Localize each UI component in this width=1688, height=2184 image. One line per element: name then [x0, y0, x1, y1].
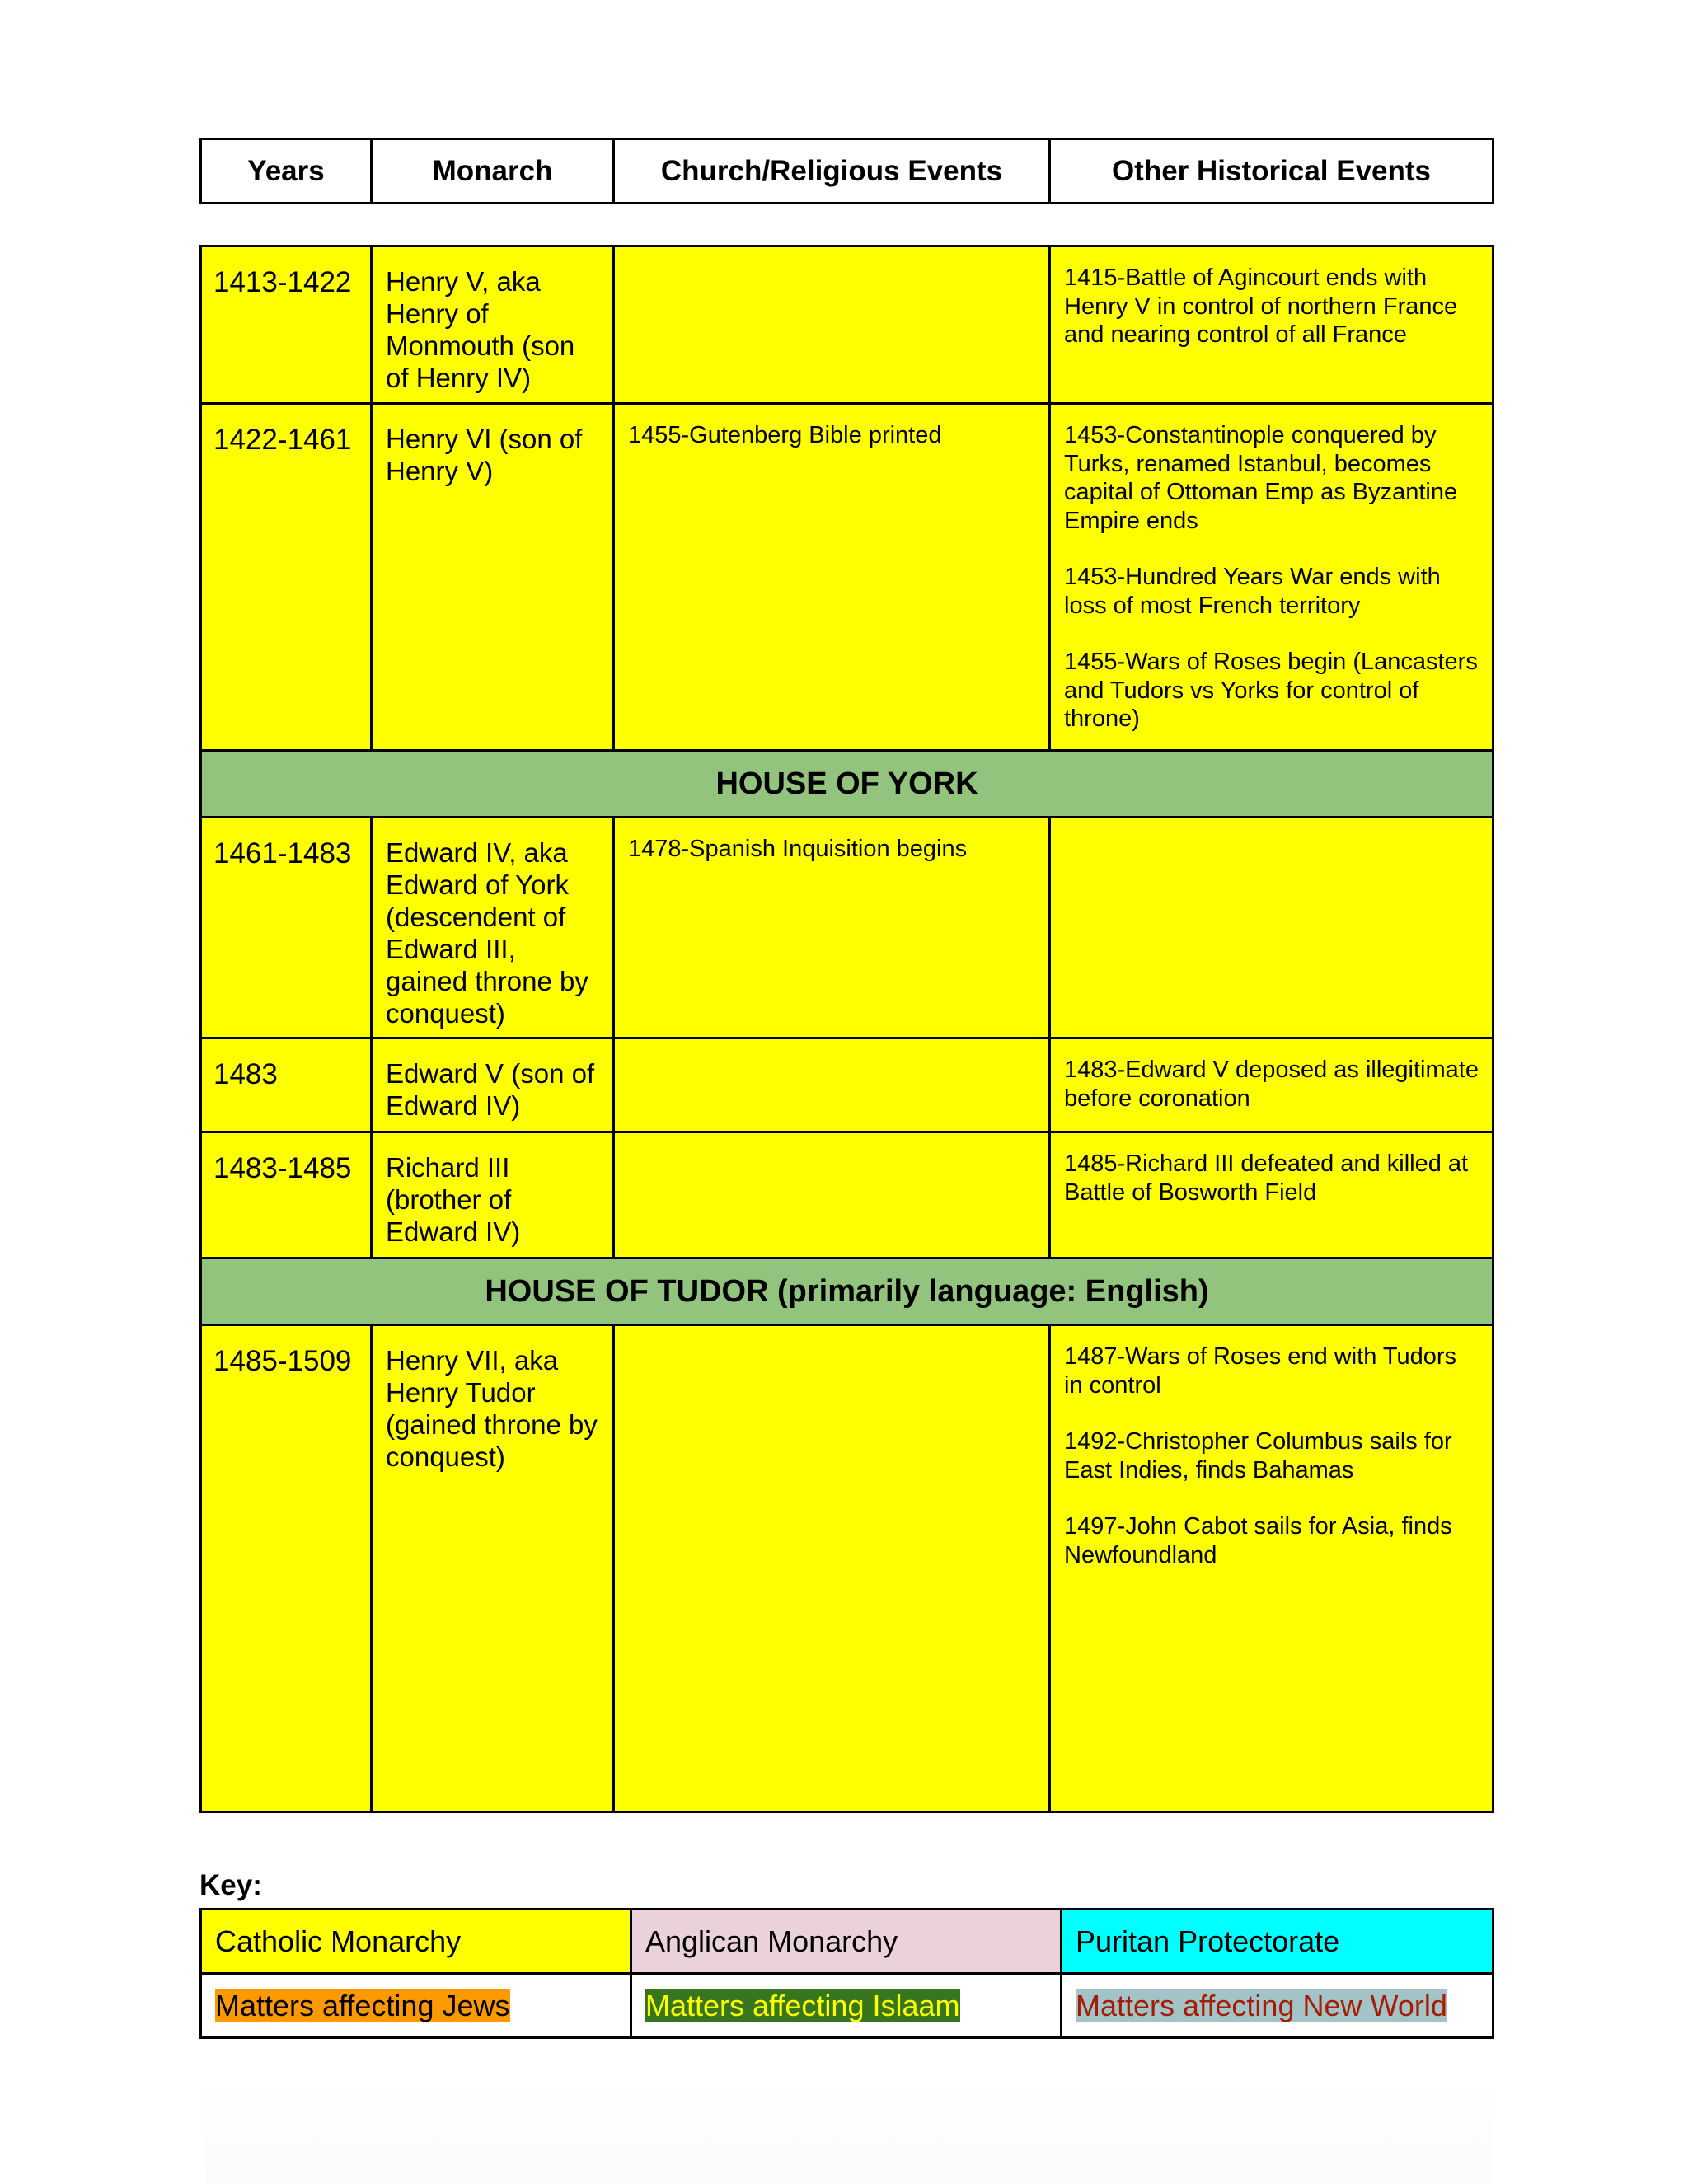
table-row — [201, 1038, 1493, 1132]
key-puritan-protectorate: Puritan Protectorate — [1062, 1910, 1493, 1974]
table-row — [201, 1132, 1493, 1258]
years-cell: 1485-1509 — [201, 1325, 372, 1812]
event-entry: 1497-John Cabot sails for Asia, finds Newfoundland — [1064, 1513, 1452, 1568]
monarch-cell: Edward IV, aka Edward of York (descendent of Edward III, gained throne by conquest) — [372, 818, 614, 1038]
monarch-cell: Henry VI (son of Henry V) — [372, 404, 614, 751]
column-header-table — [199, 138, 1494, 204]
monarch-cell: Edward V (son of Edward IV) — [372, 1038, 614, 1132]
table-row — [201, 246, 1493, 404]
house-row — [201, 1258, 1493, 1325]
event-entry: 1487-Wars of Roses end with Tudors in control — [1064, 1343, 1457, 1399]
other-events-cell — [1050, 1132, 1493, 1258]
monarch-cell: Henry V, aka Henry of Monmouth (son of Henry IV) — [372, 246, 614, 404]
years-cell: 1422-1461 — [201, 404, 372, 751]
header-other-events: Other Historical Events — [1050, 139, 1493, 204]
event-entry: 1485-Richard III defeated and killed at Battle of Bosworth Field — [1064, 1151, 1469, 1206]
church-events-cell — [614, 246, 1050, 404]
header-row — [201, 139, 1493, 204]
other-events-cell — [1050, 818, 1493, 1038]
event-entry: 1492-Christopher Columbus sails for East Indies, finds Bahamas — [1064, 1428, 1452, 1483]
timeline-table — [199, 245, 1494, 1813]
key-matters-islaam: Matters affecting Islaam — [645, 1988, 960, 2022]
header-years: Years — [201, 139, 372, 204]
key-anglican-monarchy: Anglican Monarchy — [631, 1910, 1062, 1974]
key-matters-new-world: Matters affecting New World — [1076, 1988, 1447, 2022]
other-events-cell — [1050, 404, 1493, 751]
event-entry: 1455-Wars of Roses begin (Lancasters and Tudors vs Yorks for control of throne) — [1064, 649, 1478, 732]
header-church-events: Church/Religious Events — [614, 139, 1050, 204]
key-legend-table — [199, 1908, 1494, 2039]
house-of-tudor-heading: HOUSE OF TUDOR (primarily language: English) — [201, 1258, 1493, 1325]
house-of-york-heading: HOUSE OF YORK — [201, 751, 1493, 818]
event-entry: 1483-Edward V deposed as illegitimate before coronation — [1064, 1057, 1479, 1112]
monarch-cell: Henry VII, aka Henry Tudor (gained throne by conquest) — [372, 1325, 614, 1812]
church-events-cell: 1478-Spanish Inquisition begins — [614, 818, 1050, 1038]
event-entry: 1453-Hundred Years War ends with loss of most French territory — [1064, 564, 1441, 619]
header-monarch: Monarch — [372, 139, 614, 204]
key-row — [201, 1974, 1493, 2038]
key-heading: Key: — [199, 1869, 262, 1901]
event-entry: 1415-Battle of Agincourt ends with Henry V in control of northern France and nearing control of all France — [1064, 265, 1458, 348]
church-events-cell — [614, 1132, 1050, 1258]
years-cell: 1483 — [201, 1038, 372, 1132]
key-catholic-monarchy: Catholic Monarchy — [201, 1910, 631, 1974]
years-cell: 1461-1483 — [201, 818, 372, 1038]
table-row — [201, 404, 1493, 751]
years-cell: 1413-1422 — [201, 246, 372, 404]
key-matters-jews: Matters affecting Jews — [215, 1988, 510, 2022]
page-footer-shade — [206, 2077, 1492, 2184]
church-events-cell: 1455-Gutenberg Bible printed — [614, 404, 1050, 751]
years-cell: 1483-1485 — [201, 1132, 372, 1258]
church-events-cell — [614, 1325, 1050, 1812]
table-row — [201, 1325, 1493, 1812]
house-row — [201, 751, 1493, 818]
event-entry: 1453-Constantinople conquered by Turks, renamed Istanbul, becomes capital of Ottoman Emp as Byzantine Empire ends — [1064, 422, 1458, 534]
church-events-cell — [614, 1038, 1050, 1132]
key-islaam-cell — [631, 1974, 1062, 2038]
other-events-cell — [1050, 246, 1493, 404]
monarch-cell: Richard III (brother of Edward IV) — [372, 1132, 614, 1258]
key-new-world-cell — [1062, 1974, 1493, 2038]
key-jews-cell — [201, 1974, 631, 2038]
table-row — [201, 818, 1493, 1038]
key-row — [201, 1910, 1493, 1974]
other-events-cell — [1050, 1038, 1493, 1132]
other-events-cell — [1050, 1325, 1493, 1812]
